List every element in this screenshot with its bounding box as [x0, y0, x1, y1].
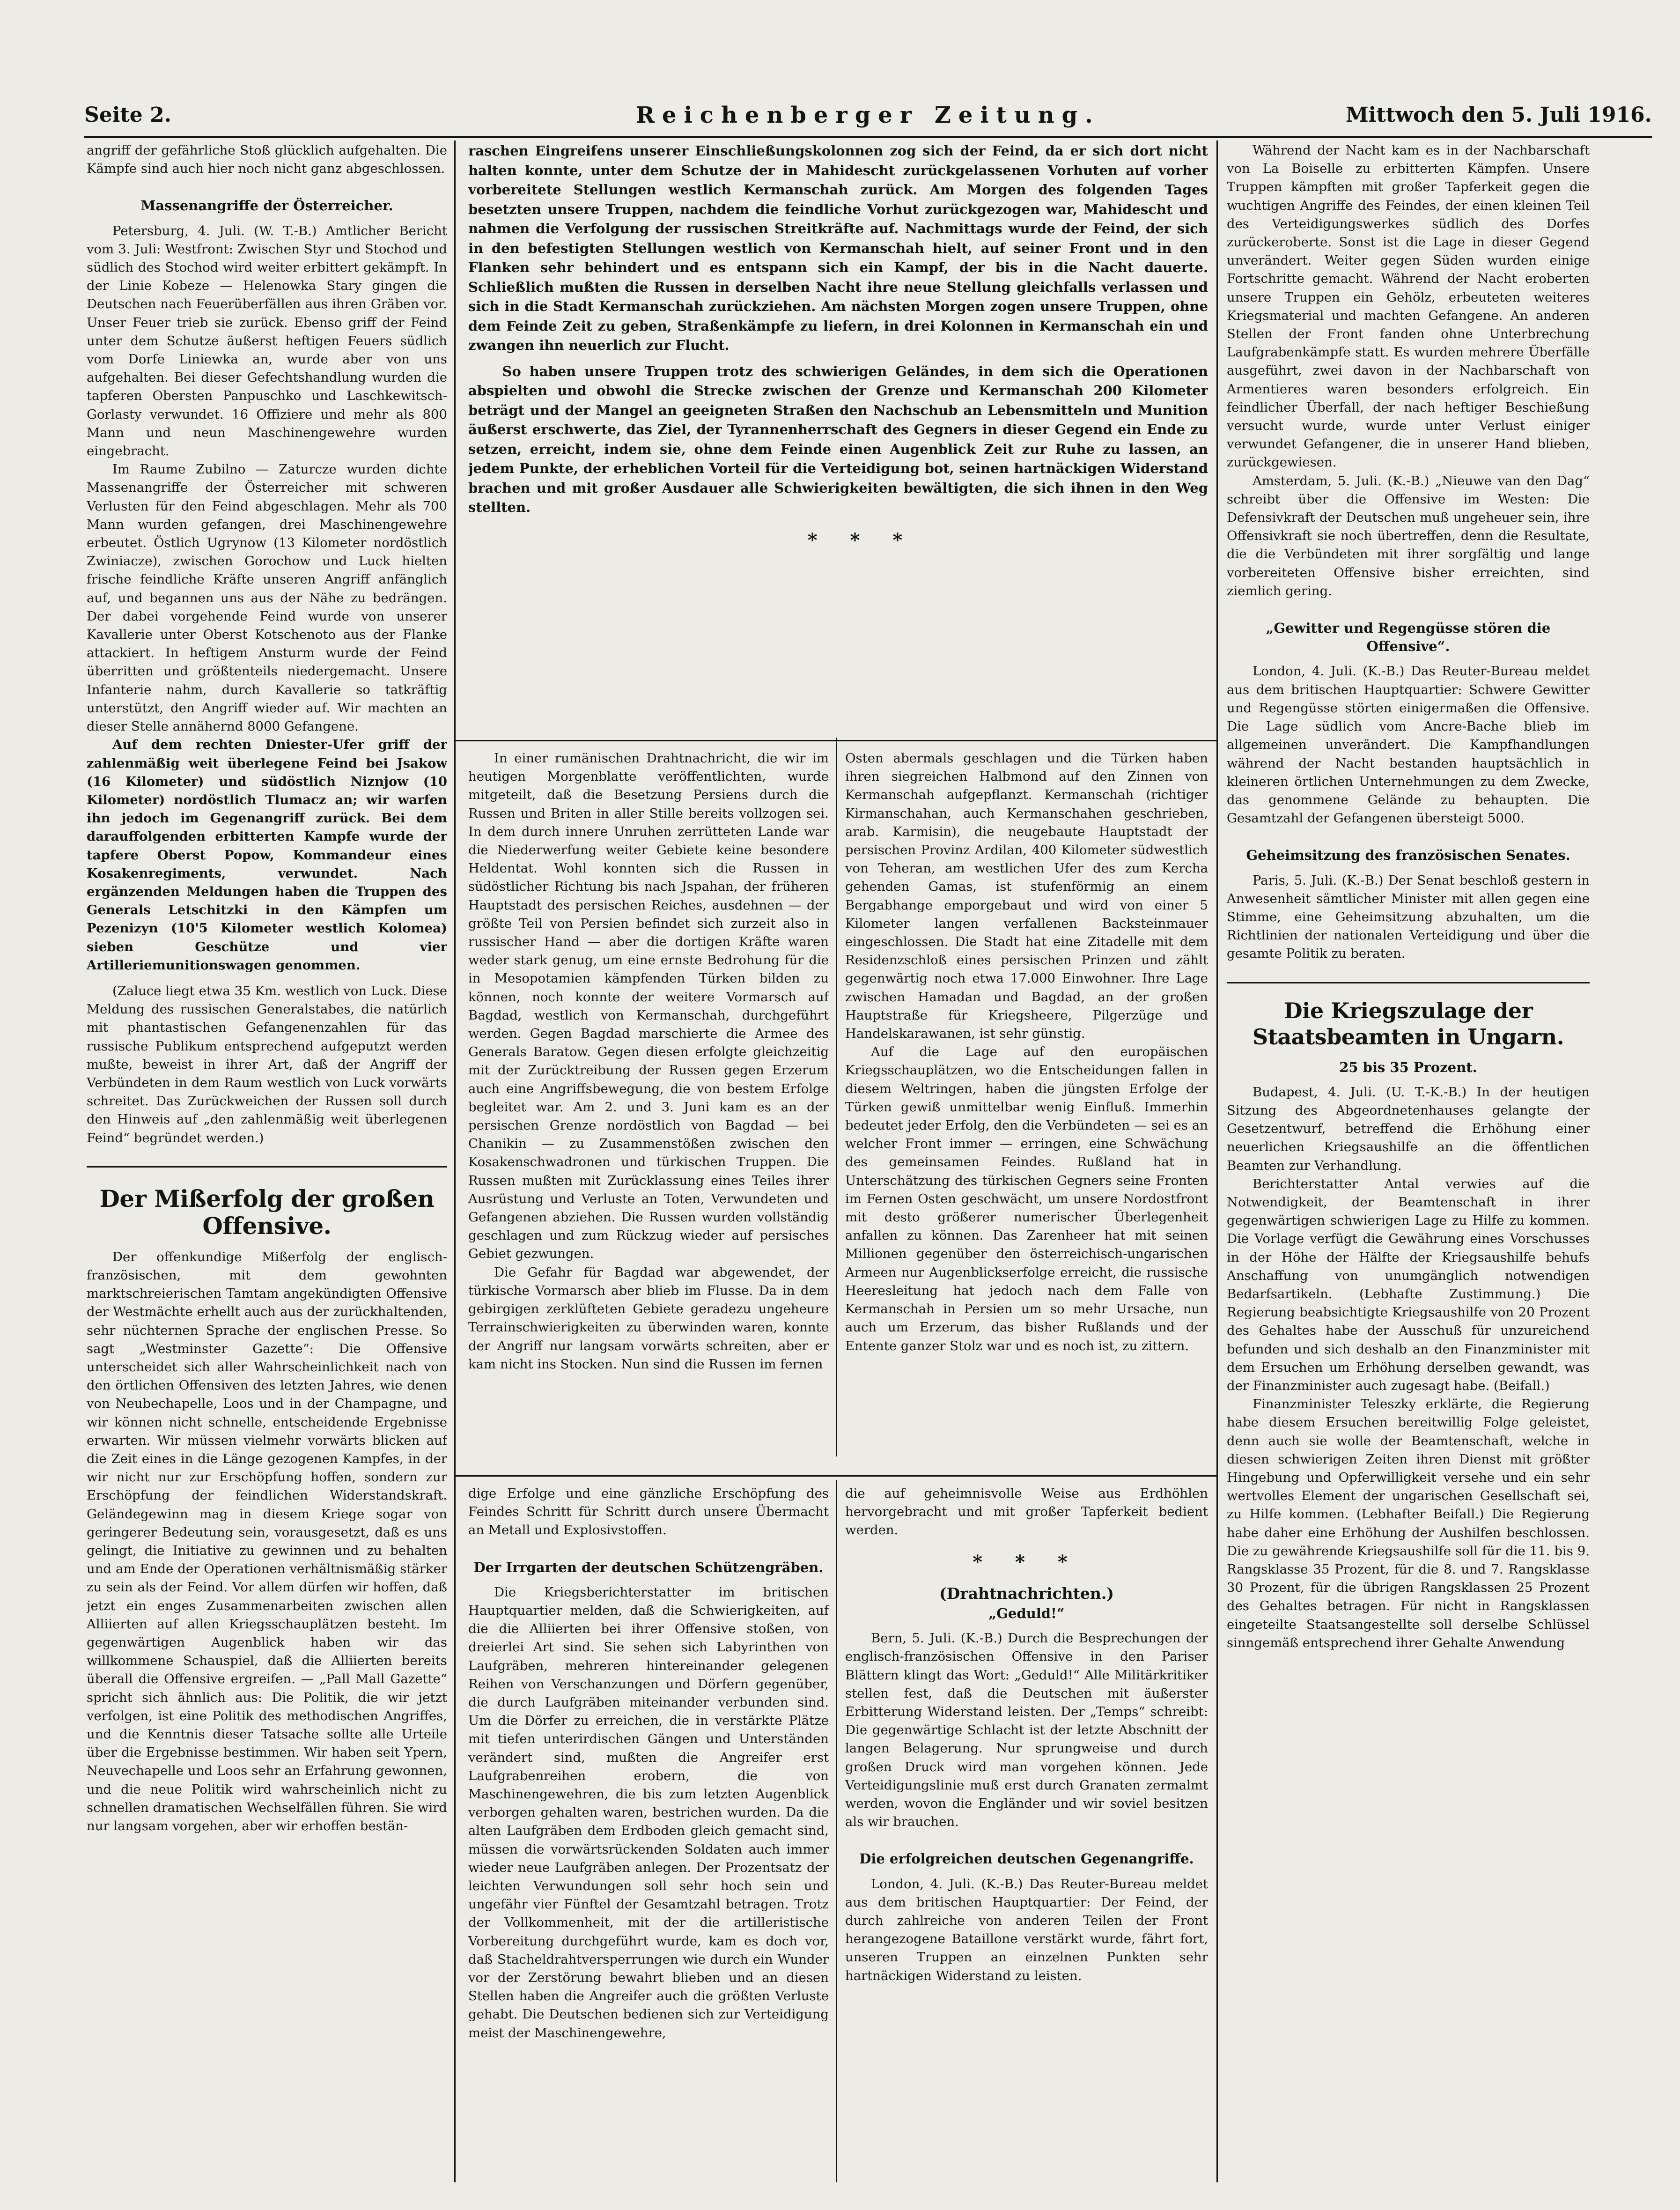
col4-para-3: London, 4. Juli. (K.-B.) Das Reuter-Bureau meldet aus dem britischen Hauptquartier: Schwere Gewitter und Regengüsse störten einigermaßen die Offensive. Die Lage südlich vom Ancre-Bache blieb im allgemeinen unverändert. Die Kampfhandlungen während der Nacht bestanden hauptsächlich in kleineren örtlichen Unternehmungen zu dem Zwecke, das genommene Gelände zu behaupten. Die Gesamtzahl der Gefangenen übersteigt 5000.	[1227, 664, 1590, 826]
col4-para-2: Amsterdam, 5. Juli. (K.-B.) „Nieuwe van den Dag“ schreibt über die Offensive im Westen: Die Defensivkraft der Deutschen muß ungeheuer sein, ihre Offensivkraft sie noch übertreffen, denn die Resultate, die die Verbündeten mit ihrer sorgfältig und lange vorbereiteten Offensive bisher erreichten, sind ziemlich gering.	[1227, 473, 1590, 599]
col3-lower-title: (Drahtnachrichten.)	[939, 1584, 1114, 1603]
col3-lower-heading-2: Die erfolgreichen deutschen Gegenangriffe.	[859, 1851, 1194, 1867]
column-3-lower	[845, 1485, 1208, 2182]
col3-para-1: Osten abermals geschlagen und die Türken haben ihren siegreichen Halbmond auf den Zinnen von Kermanschah aufgepflanzt. Kermanschah (richtiger Kirmanschahan, auch Kermanschahen geschrieben, arab. Karmisin), die neugebaute Hauptstadt der persischen Provinz Ardilan, 400 Kilometer südwestlich von Teheran, am westlichen Ufer des zum Kercha gehenden Gamas, ist stufenförmig an einem Bergabhange emporgebaut und wird von einer 5 Kilometer langen verfallenen Backsteinmauer eingeschlossen. Die Stadt hat eine Zitadelle mit dem Residenzschloß eines persischen Prinzen und zählt gegenwärtig noch etwa 17.000 Einwohner. Ihre Lage zwischen Hamadan und Bagdad, an der großen Hauptstraße für Kriegsheere, Pilgerzüge und Handelskarawanen, ist sehr günstig.	[845, 751, 1208, 1042]
col2-lower-para-1: dige Erfolge und eine gänzliche Erschöpfung des Feindes Schritt für Schritt durch unsere Übermacht an Metall und Explosivstoffen.	[468, 1486, 829, 1538]
section-stars: * * *	[807, 529, 916, 551]
header-rule	[84, 136, 1652, 138]
running-head	[84, 96, 1652, 134]
col2-lower-para-2: Die Kriegsberichterstatter im britischen Hauptquartier melden, daß die Schwierigkeiten, auf die die Alliierten bei ihrer Offensive stoßen, von dreierlei Art sind. Sie sehen sich Labyrinthen von Laufgräben, mehreren hintereinander gelegenen Reihen von Verschanzungen und Dörfern gegenüber, die durch Laufgräben miteinander verbunden sind. Um die Dörfer zu erreichen, die in verstärkte Plätze mit tiefen unterirdischen Gängen und Unterständen verändert sind, mußten die Angreifer erst Laufgrabenreihen erobern, die von Maschinengewehren, die bis zum letzten Augenblick verborgen gehalten waren, bestrichen wurden. Da die alten Laufgräben dem Erdboden gleich gemacht sind, müssen die vorwärtsrückenden Soldaten auch immer wieder neue Laufgräben anlegen. Der Prozentsatz der leichten Verwundungen soll sehr hoch sein und ungefähr vier Fünftel der Gesamtzahl betragen. Trotz der Vollkommenheit, mit der die artilleristische Vorbereitung durchgeführt wurde, kam es doch vor, daß Stacheldrahtversperrungen wie durch ein Wunder vor der Zerstörung bewahrt blieben und an diesen Stellen haben die Angreifer auch die größten Verluste gehabt. Die Deutschen bedienen sich zur Verteidigung meist der Maschinengewehre,	[468, 1584, 829, 2040]
col1-para-4: Auf dem rechten Dniester-Ufer griff der zahlenmäßig weit überlegene Feind bei Jsakow (16 Kilometer) und südöstlich Niznjow (10 Kilometer) nordöstlich Tlumacz an; wir warfen ihn jedoch im Gegenangriff zurück. Bei dem darauffolgenden erbitterten Kampfe wurde der tapfere Oberst Popow, Kommandeur eines Kosakenregiments, verwundet. Nach ergänzenden Meldungen haben die Truppen des Generals Letschitzki in den Kämpfen um Pezenizyn (10'5 Kilometer westlich Kolomea) sieben Geschütze und vier Artilleriemunitionswagen genommen.	[87, 737, 447, 973]
col2-lower-heading: Der Irrgarten der deutschen Schützengräben.	[473, 1559, 824, 1575]
column-2-middle	[468, 749, 829, 1468]
bold-report-block	[468, 141, 1208, 727]
column-3-middle	[845, 749, 1208, 1468]
col1-divider	[87, 1166, 447, 1168]
bold-report-para-1: raschen Eingreifens unserer Einschließungskolonnen zog sich der Feind, da er sich dort nicht halten konnte, unter dem Schutze der in Mahidescht zurückgelassenen Vorhuten auf vorher vorbereitete Stellungen westlich Kermanschah zurück. Am Morgen des folgenden Tages besetzten unsere Truppen, nachdem die feindliche Vorhut zurückgezogen war, Mahidescht und nahmen die Verfolgung der russischen Streitkräfte auf. Nachmittags wurde der Feind, der sich in den befestigten Stellungen westlich von Kermanschah hielt, auf seiner Front und in den Flanken sehr behindert und es entspann sich ein Kampf, der bis in die Nacht dauerte. Schließlich mußten die Russen in derselben Nacht ihre neue Stellung gleichfalls verlassen und sich in die Stadt Kermanschah zurückziehen. Am nächsten Morgen zogen unsere Truppen, ohne dem Feinde Zeit zu geben, Straßenkämpfe zu liefern, in drei Kolonnen in Kermanschah ein und zwangen ihn neuerlich zur Flucht.	[468, 143, 1208, 353]
col1-para-5: (Zaluce liegt etwa 35 Km. westlich von Luck. Diese Meldung des russischen Generalstabes, die natürlich mit phantastischen Gefangenenzahlen für das russische Publikum entsprechend aufgeputzt werden mußte, beweist in ihrer Art, daß der Angriff der Verbündeten in dem Raum westlich von Luck vorwärts schreitet. Das Zurückweichen der Russen soll durch den Hinweis auf „den zahlenmäßig weit überlegenen Feind“ begründet werden.)	[87, 983, 447, 1146]
col4-para-4: Paris, 5. Juli. (K.-B.) Der Senat beschloß gestern in Anwesenheit sämtlicher Minister mit allen gegen eine Stimme, eine Geheimsitzung abzuhalten, um die Richtlinien der nationalen Verteidigung und über die gesamte Politik zu beraten.	[1227, 872, 1590, 961]
col3-lower-para-2: Bern, 5. Juli. (K.-B.) Durch die Besprechungen der englisch-französischen Offensive in den Pariser Blättern klingt das Wort: „Geduld!“ Alle Militärkritiker stellen fest, daß die Deutschen mit äußerster Erbitterung Widerstand leisten. Der „Temps“ schreibt: Die gegenwärtige Schlacht ist der letzte Abschnitt der langen Belagerung. Nur sprungweise und durch großen Druck wird man vorgehen können. Jede Verteidigungslinie muß erst durch Granaten zermalmt werden, wovon die Engländer und wir soviel besitzen als wir brauchen.	[845, 1631, 1208, 1830]
section-rule-upper	[455, 740, 1216, 741]
column-2-lower	[468, 1485, 829, 2182]
col3-para-2: Auf die Lage auf den europäischen Kriegsschauplätzen, wo die Entscheidungen fallen in diesem Weltringen, haben die jüngsten Erfolge der Türken gewiß unmittelbar wenig Einfluß. Immerhin bedeutet jeder Erfolg, den die Verbündeten — sei es an welcher Front immer — erringen, eine Schwächung des gemeinsamen Feindes. Rußland hat in Unterschätzung des türkischen Gegners seine Fronten im Fernen Osten geschwächt, um unsere Nordostfront mit desto größerer numerischer Überlegenheit anfallen zu können. Das Zarenheer hat mit seinen Millionen gegenüber den österreichisch-ungarischen Armeen nur Augenblickserfolge erreicht, die russische Heeresleitung hat jedoch nach dem Falle von Kermanschah in Persien um so mehr Ursache, nun auch um Erzerum, das bisher Rußlands und der Entente ganzer Stolz war und es noch ist, zu zittern.	[845, 1044, 1208, 1353]
col4-article-subtitle: 25 bis 35 Prozent.	[1339, 1059, 1477, 1075]
col1-para-3: Im Raume Zubilno — Zaturcze wurden dichte Massenangriffe der Österreicher mit schweren Verlusten für den Feind abgeschlagen. Mehr als 700 Mann wurden gefangen, drei Maschinengewehre erbeutet. Östlich Ugrynow (13 Kilometer nordöstlich Zwiniacze), zwischen Gorochow und Luck hielten frische feindliche Kräfte unseren Angriff anfänglich auf, und begannen uns aus der Nähe zu bedrängen. Der dabei vorgehende Feind wurde von unserer Kavallerie unter Oberst Kotschenoto aus der Flanke attackiert. In heftigem Ansturm wurde der Feind überritten und größtenteils niedergemacht. Unsere Infanterie nahm, durch Kavallerie so tatkräftig unterstützt, den Angriff wieder auf. Wir machten an dieser Stelle annähernd 8000 Gefangene.	[87, 462, 447, 734]
section-rule-lower	[455, 1475, 1216, 1477]
col4-article-title: Die Kriegszulage der Staatsbeamten in Ungarn.	[1252, 998, 1564, 1050]
newspaper-title: Reichenberger Zeitung.	[636, 102, 1100, 128]
col4-heading-1: „Gewitter und Regengüsse stören die Offensive“.	[1266, 620, 1551, 655]
page-number: Seite 2.	[84, 103, 172, 127]
col3-lower-para-1: die auf geheimnisvolle Weise aus Erdhöhlen hervorgebracht und mit großer Tapferkeit bedient werden.	[845, 1486, 1208, 1538]
col1-para-1: angriff der gefährliche Stoß glücklich aufgehalten. Die Kämpfe sind auch hier noch nicht ganz abgeschlossen.	[87, 143, 447, 177]
column-rule-1	[454, 140, 456, 2182]
col4-para-7: Finanzminister Teleszky erklärte, die Regierung habe diesem Ersuchen bereitwillig Folge geleistet, denn auch sie wolle der Beamtenschaft, welche in diesen schwierigen Zeiten ihren Dienst mit größter Hingebung und Opferwilligkeit versehe und ein sehr wertvolles Element der ungarischen Gesellschaft sei, zu Hilfe kommen. (Lebhafter Beifall.) Die Regierung habe daher eine Erhöhung der Aushilfen beschlossen. Die zu gewährende Kriegsaushilfe soll für die 11. bis 9. Rangsklasse 35 Prozent, für die 8. und 7. Rangsklasse 30 Prozent, für die übrigen Rangsklassen 25 Prozent des Gehaltes betragen. Für nicht in Rangsklassen eingeteilte Staatsangestellte soll derselbe Schlüssel sinngemäß entsprechend ihrer Gehalte Anwendung	[1227, 1397, 1590, 1650]
column-rule-2	[1216, 140, 1218, 2182]
col2-para-1: In einer rumänischen Drahtnachricht, die wir im heutigen Morgenblatte veröffentlichten, wurde mitgeteilt, daß die Besetzung Persiens durch die Russen und Briten in aller Stille bereits vollzogen sei. In dem durch innere Unruhen zerrütteten Lande war die Niederwerfung weiter Gebiete keine besondere Heldentat. Wohl konnten sich die Russen in südöstlicher Richtung bis nach Jspahan, der früheren Hauptstadt des persischen Reiches, ausdehnen — der größte Teil von Persien befindet sich zurzeit also in russischer Hand — aber die dortigen Kräfte waren weder stark genug, um eine ernste Bedrohung für die in Mesopotamien kämpfenden Türken bilden zu können, noch konnte der weitere Vormarsch auf Bagdad, westlich von Kermanschah, durchgeführt werden. Gegen Bagdad marschierte die Armee des Generals Baratow. Gegen diesen erfolgte gleichzeitig mit der Zurücktreibung der Russen gegen Erzerum auch eine Angriffsbewegung, die von bestem Erfolge begleitet war. Am 2. und 3. Juni kam es an der persischen Grenze nordöstlich von Bagdad — bei Chanikin — zu Zusammenstößen zwischen den Kosakenschwadronen und türkischen Truppen. Die Russen mußten mit Zurücklassung eines Teiles ihrer Ausrüstung und Verluste an Toten, Verwundeten und Gefangenen abziehen. Die Russen wurden vollständig geschlagen und zum Rückzug wieder auf persisches Gebiet gezwungen.	[468, 751, 829, 1262]
bold-report-para-2: So haben unsere Truppen trotz des schwierigen Geländes, in dem sich die Operationen abspielten und obwohl die Strecke zwischen der Grenze und Kermanschah 200 Kilometer beträgt und der Mangel an geeigneten Straßen den Nachschub an Lebensmitteln und Munition äußerst erschwerte, das Ziel, der Tyrannenherrschaft des Gegners in dieser Gegend ein Ende zu setzen, erreicht, indem sie, ohne dem Feinde einen Augenblick Zeit zur Ruhe zu lassen, an jedem Punkte, der erheblichen Vorteil für die Verteidigung bot, seinen hartnäckigen Widerstand brachen und mit großer Ausdauer alle Schwierigkeiten bewältigten, die sich ihnen in den Weg stellten.	[468, 363, 1208, 515]
column-rule-3	[836, 738, 837, 1456]
col1-para-6: Der offenkundige Mißerfolg der englisch-französischen, mit dem gewohnten marktschreierischen Tamtam angekündigten Offensive der Westmächte erhellt auch aus der zurückhaltenden, sehr nüchternen Sprache der englischen Presse. So sagt „Westminster Gazette“: Die Offensive unterscheidet sich aller Wahrscheinlichkeit nach von den örtlichen Offensiven des letzten Jahres, wie denen von Neubechapelle, Loos und in der Champagne, und wir können nicht schnelle, entscheidende Ergebnisse erwarten. Wir müssen vielmehr vorwärts blicken auf die Zeit eines in die Länge gezogenen Kampfes, in der wir nicht nur zur Erschöpfung hoffen, sondern zur Erschöpfung der feindlichen Widerstandskraft. Geländegewinn mag in diesem Kriege sogar von geringerer Bedeutung sein, vorausgesetzt, daß es uns gelingt, die Initiative zu gewinnen und zu behalten und am Ende der Operationen verhältnismäßig stärker zu sein als der Feind. Vor allem dürfen wir hoffen, daß jetzt ein enges Zusammenarbeiten zwischen allen Alliierten auf allen Kriegsschauplätzen besteht. Im gegenwärtigen Augenblick haben wir das willkommene Schauspiel, daß die Alliierten bereits überall die Offensive ergreifen. — „Pall Mall Gazette“ spricht sich ähnlich aus: Die Politik, die wir jetzt verfolgen, ist eine Politik des methodischen Angriffes, und die Kenntnis dieser Tatsache sollte alle Urteile über die Ergebnisse bestimmen. Wir haben seit Ypern, Neuvechapelle und Loos sehr an Erfahrung gewonnen, und die neue Politik wird wahrscheinlich nicht zu schnellen dramatischen Wechselfällen führen. Sie wird nur langsam vorgehen, aber wir erhoffen bestän-	[87, 1249, 447, 1834]
col4-heading-2: Geheimsitzung des französischen Senates.	[1246, 847, 1570, 864]
issue-date: Mittwoch den 5. Juli 1916.	[1345, 103, 1652, 127]
column-4	[1227, 141, 1590, 2183]
col1-para-2: Petersburg, 4. Juli. (W. T.-B.) Amtlicher Bericht vom 3. Juli: Westfront: Zwischen Styr und Stochod und südlich des Stochod wird weiter erbittert gekämpft. In der Linie Kobeze — Helenowka Stary gingen die Deutschen nach Feuerüberfällen aus ihren Gräben vor. Unser Feuer trieb sie zurück. Ebenso griff der Feind unter dem Schutze äußerst heftigen Feuers südlich vom Dorfe Liniewka an, wurde aber von uns aufgehalten. Bei dieser Gefechtshandlung wurden die tapferen Obersten Panpuschko und Laschkewitsch-Gorlasty verwundet. 16 Offiziere und mehr als 800 Mann und neun Maschinengewehre wurden eingebracht.	[87, 223, 447, 459]
col4-para-6: Berichterstatter Antal verwies auf die Notwendigkeit, der Beamtenschaft in ihrer gegenwärtigen schwierigen Lage zu Hilfe zu kommen. Die Vorlage verfügt die Gewährung eines Vorschusses in der Höhe der Hälfte der Kriegsaushilfe behufs Anschaffung von unumgänglich notwendigen Bedarfsartikeln. (Lebhafte Zustimmung.) Die Regierung beabsichtigte Kriegsaushilfe von 20 Prozent des Gehaltes habe der Ausschuß für unzureichend befunden und sich deshalb an den Finanzminister mit dem Ersuchen um Erhöhung derselben gewandt, was der Finanzminister auch zugesagt habe. (Beifall.)	[1227, 1176, 1590, 1393]
col1-heading-1: Massenangriffe der Österreicher.	[140, 198, 393, 214]
col3-lower-para-3: London, 4. Juli. (K.-B.) Das Reuter-Bureau meldet aus dem britischen Hauptquartier: Der Feind, der durch zahlreiche von anderen Teilen der Front herangezogene Bataillone verstärkt wurde, fährt fort, unseren Truppen an einzelnen Punkten sehr hartnäckigen Widerstand zu leisten.	[845, 1876, 1208, 1983]
col2-para-2: Die Gefahr für Bagdad war abgewendet, der türkische Vormarsch aber blieb im Flusse. Da in dem gebirgigen zerklüfteten Gebiete geradezu ungeheure Terrainschwierigkeiten zu überwinden waren, konnte der Angriff nur langsam vorwärts schreiten, aber er kam nicht ins Stocken. Nun sind die Russen im fernen	[468, 1264, 829, 1372]
col3-lower-stars: * * *	[973, 1551, 1081, 1573]
col4-para-1: Während der Nacht kam es in der Nachbarschaft von La Boiselle zu erbitterten Kämpfen. Unsere Truppen kämpften mit großer Tapferkeit gegen die wuchtigen Angriffe des Feindes, der einen kleinen Teil des Verteidigungswerkes südlich des Dorfes zurückeroberte. Sonst ist die Lage in dieser Gegend unverändert. Weiter gegen Süden wurden einige Fortschritte gemacht. Während der Nacht eroberten unsere Truppen ein Gehölz, erbeuteten weiteres Kriegsmaterial und machten Gefangene. An anderen Stellen der Front fanden ohne Unterbrechung Laufgrabenkämpfe statt. Es wurden mehrere Überfälle ausgeführt, zwei davon in der Nachbarschaft von Armentieres waren besonders erfolgreich. Ein feindlicher Überfall, der nach heftiger Beschießung versucht wurde, wurde unter Verlust einiger verwundet Gefangener, die in unserer Hand blieben, zurückgewiesen.	[1227, 143, 1590, 470]
column-rule-4	[836, 1480, 837, 2182]
col3-lower-subtitle: „Geduld!“	[988, 1605, 1065, 1622]
col1-article-title: Der Mißerfolg der großen Offensive.	[99, 1184, 435, 1240]
column-1	[87, 141, 447, 2183]
col4-para-5: Budapest, 4. Juli. (U. T.-K.-B.) In der heutigen Sitzung des Abgeordnetenhauses gelangte der Gesetzentwurf, betreffend die Erhöhung einer neuerlichen Kriegsaushilfe an die öffentlichen Beamten zur Verhandlung.	[1227, 1084, 1590, 1173]
col4-divider	[1227, 982, 1590, 983]
